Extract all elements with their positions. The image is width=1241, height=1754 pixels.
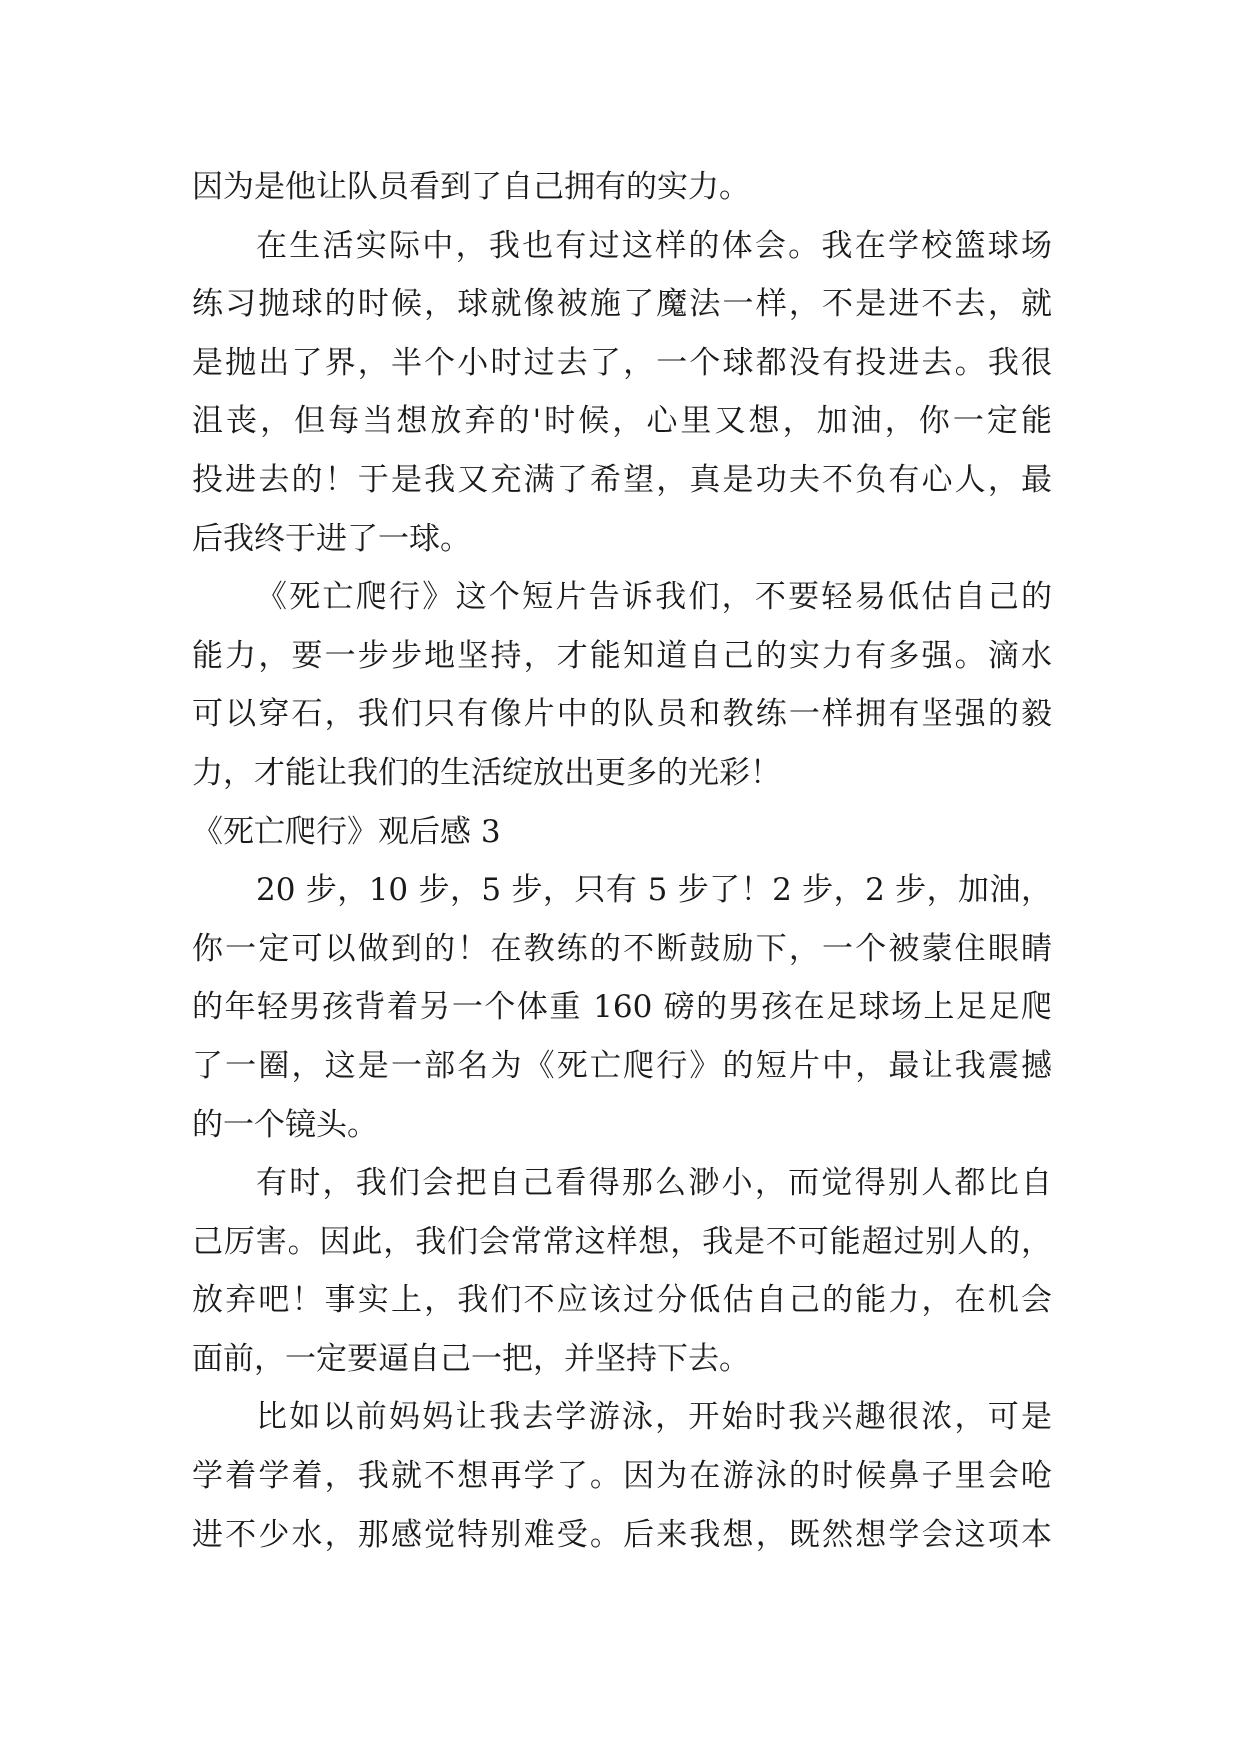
text-line: 己厉害。因此，我们会常常这样想，我是不可能超过别人的， [192,1223,1052,1260]
paragraph-start-line: 20 步，10 步，5 步，只有 5 步了！2 步，2 步，加油， [256,872,1052,909]
text-line: 放弃吧！事实上，我们不应该过分低估自己的能力，在机会 [192,1282,1052,1319]
text-line: 学着学着，我就不想再学了。因为在游泳的时候鼻子里会呛 [192,1458,1052,1495]
paragraph-start-line: 有时，我们会把自己看得那么渺小，而觉得别人都比自 [256,1165,1052,1202]
text-line: 面前，一定要逼自己一把，并坚持下去。 [192,1340,750,1377]
text-line: 进不少水，那感觉特别难受。后来我想，既然想学会这项本 [192,1516,1052,1553]
text-line: 的年轻男孩背着另一个体重 160 磅的男孩在足球场上足足爬 [192,989,1052,1026]
paragraph-start-line: 在生活实际中，我也有过这样的体会。我在学校篮球场 [256,227,1052,264]
text-line: 因为是他让队员看到了自己拥有的实力。 [192,169,750,205]
paragraph-start-line: 比如以前妈妈让我去学游泳，开始时我兴趣很浓，可是 [256,1399,1052,1436]
text-line: 可以穿石，我们只有像片中的队员和教练一样拥有坚强的毅 [192,696,1052,733]
text-line: 力，才能让我们的生活绽放出更多的光彩！ [192,754,781,791]
text-line: 的一个镜头。 [192,1106,378,1143]
paragraph-start-line: 《死亡爬行》这个短片告诉我们，不要轻易低估自己的 [256,579,1052,616]
text-line: 了一圈，这是一部名为《死亡爬行》的短片中，最让我震撼 [192,1047,1052,1084]
section-heading: 《死亡爬行》观后感 3 [192,813,501,850]
text-line: 能力，要一步步地坚持，才能知道自己的实力有多强。滴水 [192,637,1052,674]
document-body [192,158,1052,1564]
text-line: 你一定可以做到的！在教练的不断鼓励下，一个被蒙住眼睛 [192,930,1052,967]
text-line: 练习抛球的时候，球就像被施了魔法一样，不是进不去，就 [192,286,1052,323]
text-line: 后我终于进了一球。 [192,520,471,557]
text-line: 投进去的！于是我又充满了希望，真是功夫不负有心人，最 [192,461,1052,498]
text-line: 沮丧，但每当想放弃的'时候，心里又想，加油，你一定能 [192,403,1052,440]
text-line: 是抛出了界，半个小时过去了，一个球都没有投进去。我很 [192,344,1052,381]
